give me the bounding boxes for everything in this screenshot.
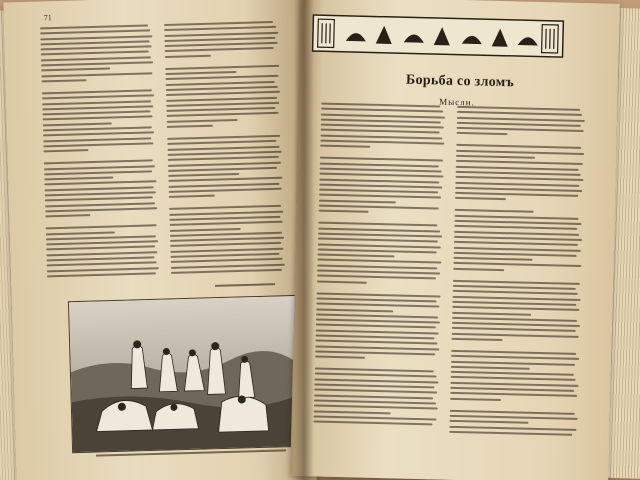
illegible-text-line xyxy=(44,170,152,175)
illegible-text-line xyxy=(454,231,579,236)
illegible-text-line xyxy=(40,40,149,45)
illegible-text-line xyxy=(450,397,501,400)
illegible-text-line xyxy=(167,135,280,140)
illegible-text-line xyxy=(41,61,153,66)
illegible-text-line xyxy=(42,95,154,100)
illegible-text-line xyxy=(314,399,436,404)
illegible-text-line xyxy=(454,225,577,230)
illegible-text-line xyxy=(165,71,236,75)
illegible-text-line xyxy=(165,42,278,47)
illegible-text-line xyxy=(453,257,532,261)
illegible-text-line xyxy=(46,235,156,240)
illegible-text-line xyxy=(44,165,155,170)
illegible-text-line xyxy=(451,360,575,365)
article-title: Борьба со зломъ xyxy=(405,72,515,91)
illegible-text-line xyxy=(456,155,535,159)
illegible-text-line xyxy=(46,251,157,256)
illegible-text-line xyxy=(319,210,369,213)
illegible-text-line xyxy=(41,51,149,56)
illegible-text-line xyxy=(321,113,445,118)
illegible-text-line xyxy=(44,181,156,186)
illegible-text-line xyxy=(41,72,152,77)
illegible-text-line xyxy=(317,264,437,269)
illegible-text-line xyxy=(170,253,279,258)
illegible-text-line xyxy=(316,319,440,324)
illegible-text-line xyxy=(455,197,506,200)
book-gutter-shadow xyxy=(294,0,314,480)
illegible-text-line xyxy=(319,183,442,188)
illegible-text-line xyxy=(449,431,572,436)
illegible-text-line xyxy=(456,166,579,171)
illegible-text-line xyxy=(319,199,396,203)
illegible-text-line xyxy=(454,246,581,251)
illegible-text-line xyxy=(319,178,439,183)
illegible-text-line xyxy=(451,355,579,360)
illegible-text-line xyxy=(171,263,285,268)
illegible-text-line xyxy=(451,366,530,370)
illegible-text-line xyxy=(43,116,153,121)
illegible-text-line xyxy=(168,161,281,166)
illegible-text-line xyxy=(44,160,153,165)
illegible-text-line xyxy=(316,334,435,339)
illegible-text-line xyxy=(314,410,391,414)
illegible-text-line xyxy=(41,56,151,61)
illegible-text-line xyxy=(321,124,444,129)
illegible-text-line xyxy=(456,144,581,149)
illegible-text-line xyxy=(450,387,574,392)
illegible-text-line xyxy=(450,415,578,420)
illegible-text-line xyxy=(171,269,282,274)
right-text-column-2 xyxy=(449,106,585,439)
illegible-text-line xyxy=(170,221,283,226)
illegible-text-line xyxy=(314,394,433,399)
illegible-text-line xyxy=(43,149,88,152)
illegible-text-line xyxy=(47,262,157,267)
illegible-text-line xyxy=(40,24,148,29)
illegible-text-line xyxy=(314,378,438,383)
illegible-text-line xyxy=(167,119,238,123)
illegible-text-line xyxy=(451,371,574,376)
illegible-text-line xyxy=(316,297,436,302)
right-page xyxy=(290,0,620,480)
illegible-text-line xyxy=(454,236,582,241)
illegible-text-line xyxy=(47,272,156,277)
illegible-text-line xyxy=(454,220,581,225)
illegible-text-line xyxy=(170,232,282,237)
left-text-column-1 xyxy=(40,24,159,280)
illegible-text-line xyxy=(455,187,582,192)
illegible-text-line xyxy=(314,415,437,420)
illegible-text-line xyxy=(167,145,279,150)
illegible-text-line xyxy=(320,140,444,145)
illegible-text-line xyxy=(166,81,275,86)
illegible-text-line xyxy=(166,86,278,91)
illegible-text-line xyxy=(314,405,438,410)
illegible-text-line xyxy=(317,280,367,283)
illegible-text-line xyxy=(167,140,276,145)
illegible-text-line xyxy=(316,324,436,329)
illegible-text-line xyxy=(317,259,441,264)
illegible-text-line xyxy=(320,168,442,173)
illegible-text-line xyxy=(449,425,576,430)
illegible-text-line xyxy=(46,224,157,229)
illegible-text-line xyxy=(166,75,279,80)
illegible-text-line xyxy=(320,162,439,167)
illegible-text-line xyxy=(170,237,284,242)
ornamental-header xyxy=(312,14,565,58)
illegible-text-line xyxy=(46,231,115,235)
illegible-text-line xyxy=(457,127,584,132)
illegible-text-line xyxy=(43,126,152,131)
illegible-text-line xyxy=(450,382,578,387)
illegible-text-line xyxy=(166,91,280,96)
illegible-text-line xyxy=(46,246,155,251)
illegible-text-line xyxy=(457,122,581,127)
illegible-text-line xyxy=(45,207,157,212)
illegible-text-line xyxy=(450,392,577,397)
illegible-text-line xyxy=(47,256,155,261)
illegible-text-line xyxy=(166,102,279,107)
illegible-text-line xyxy=(319,189,438,194)
illegible-text-line xyxy=(456,160,583,165)
left-text-column-2 xyxy=(164,21,285,277)
illegible-text-line xyxy=(165,65,279,70)
illegible-text-line xyxy=(45,191,156,196)
illegible-text-line xyxy=(320,134,442,139)
illegible-text-line xyxy=(457,116,585,121)
illegible-text-line xyxy=(316,308,393,312)
illegible-text-line xyxy=(318,232,442,237)
illegible-text-line xyxy=(45,202,155,207)
illegible-text-line xyxy=(317,292,441,297)
illegible-text-line xyxy=(452,306,579,311)
illegible-text-line xyxy=(164,31,278,36)
engraving-illustration xyxy=(68,295,304,453)
illegible-text-line xyxy=(452,311,531,315)
illegible-text-line xyxy=(452,317,577,322)
illegible-text-line xyxy=(316,303,439,308)
illegible-text-line xyxy=(169,216,280,221)
page-number: 71 xyxy=(43,13,52,23)
illegible-text-line xyxy=(43,142,153,147)
illegible-text-line xyxy=(315,350,435,355)
illegible-text-line xyxy=(315,373,437,378)
illegible-text-line xyxy=(165,47,274,52)
illegible-text-line xyxy=(452,327,576,332)
illegible-text-line xyxy=(43,137,151,142)
illegible-text-line xyxy=(166,107,275,112)
illegible-text-line xyxy=(169,205,281,210)
illegible-text-line xyxy=(164,37,275,42)
illegible-text-line xyxy=(45,186,154,191)
illegible-text-line xyxy=(40,30,150,35)
illegible-text-line xyxy=(452,338,503,341)
illegible-text-line xyxy=(169,210,283,215)
illegible-text-line xyxy=(318,254,395,258)
illegible-text-line xyxy=(43,132,154,137)
illegible-text-line xyxy=(169,183,280,188)
illegible-text-line xyxy=(42,111,150,116)
illegible-text-line xyxy=(41,68,110,72)
illegible-text-line xyxy=(451,350,576,355)
illegible-text-line xyxy=(321,118,441,123)
illegible-text-line xyxy=(168,167,277,172)
illegible-text-line xyxy=(46,240,158,245)
illegible-text-line xyxy=(318,238,438,243)
illegible-text-line xyxy=(315,368,434,373)
illegible-text-line xyxy=(47,267,159,272)
illegible-text-line xyxy=(167,112,279,117)
illegible-text-line xyxy=(170,227,241,231)
illegible-text-line xyxy=(457,111,582,116)
article-subtitle: Мысли. xyxy=(439,96,475,108)
illegible-text-line xyxy=(42,79,87,82)
illegible-text-line xyxy=(452,333,579,338)
illegible-text-line xyxy=(321,108,443,113)
illegible-text-line xyxy=(44,177,113,181)
illegible-text-line xyxy=(451,376,576,381)
illegible-text-line xyxy=(456,171,581,176)
illegible-text-line xyxy=(43,122,112,126)
illegible-text-line xyxy=(453,285,576,290)
illegible-text-line xyxy=(457,132,508,135)
illegible-text-line xyxy=(314,384,434,389)
illegible-text-line xyxy=(315,340,437,345)
illegible-text-line xyxy=(452,301,576,306)
illegible-text-line xyxy=(454,241,578,246)
illegible-text-line xyxy=(168,156,279,161)
illegible-text-line xyxy=(170,242,281,247)
illegible-text-line xyxy=(168,151,282,156)
illegible-text-line xyxy=(166,96,277,101)
illegible-text-line xyxy=(169,188,282,193)
illegible-text-line xyxy=(455,209,534,213)
illegible-text-line xyxy=(317,270,440,275)
illegible-text-line xyxy=(454,252,577,257)
illegible-text-line xyxy=(41,46,152,51)
illegible-text-line xyxy=(320,173,444,178)
illegible-text-line xyxy=(316,329,439,334)
illegible-text-line xyxy=(318,227,440,232)
illegible-text-line xyxy=(171,258,283,263)
illegible-text-line xyxy=(315,356,365,359)
illegible-text-line xyxy=(456,150,584,155)
illegible-text-line xyxy=(168,173,239,177)
illegible-text-line xyxy=(316,313,438,318)
illegible-text-line xyxy=(453,280,580,285)
illegible-text-line xyxy=(40,35,152,40)
illegible-text-line xyxy=(450,420,529,424)
illegible-text-line xyxy=(452,322,580,327)
illegible-text-line xyxy=(313,421,432,426)
right-text-column-1 xyxy=(313,103,445,429)
illegible-text-line xyxy=(320,145,370,148)
illegible-text-line xyxy=(319,194,441,199)
illegible-text-line xyxy=(42,89,152,94)
illegible-text-line xyxy=(318,222,437,227)
illegible-text-line xyxy=(321,129,440,134)
illegible-text-line xyxy=(455,215,579,220)
illegible-text-line xyxy=(165,54,211,57)
illegible-text-line xyxy=(453,268,504,271)
illegible-text-line xyxy=(169,195,215,198)
illegible-text-line xyxy=(315,345,439,350)
illegible-text-line xyxy=(170,247,283,252)
illegible-text-line xyxy=(453,262,581,267)
illegible-text-line xyxy=(317,275,436,280)
illegible-text-line xyxy=(455,176,583,181)
illegible-text-line xyxy=(45,214,90,217)
illegible-text-line xyxy=(168,177,282,182)
illegible-text-line xyxy=(455,181,579,186)
illegible-text-line xyxy=(314,389,437,394)
illegible-text-line xyxy=(318,248,437,253)
illegible-text-line xyxy=(45,197,153,202)
illegible-text-line xyxy=(318,243,441,248)
illegible-text-line xyxy=(167,125,213,128)
illegible-text-line xyxy=(164,21,273,26)
illegible-text-line xyxy=(42,100,151,105)
illegible-text-line xyxy=(164,26,276,31)
illegible-text-line xyxy=(319,205,439,210)
illegible-text-line xyxy=(450,409,575,414)
illegible-text-line xyxy=(320,157,443,162)
illegible-text-line xyxy=(453,295,581,300)
illegible-text-line xyxy=(455,192,578,197)
illegible-text-line xyxy=(42,105,153,110)
illegible-text-line xyxy=(453,290,578,295)
